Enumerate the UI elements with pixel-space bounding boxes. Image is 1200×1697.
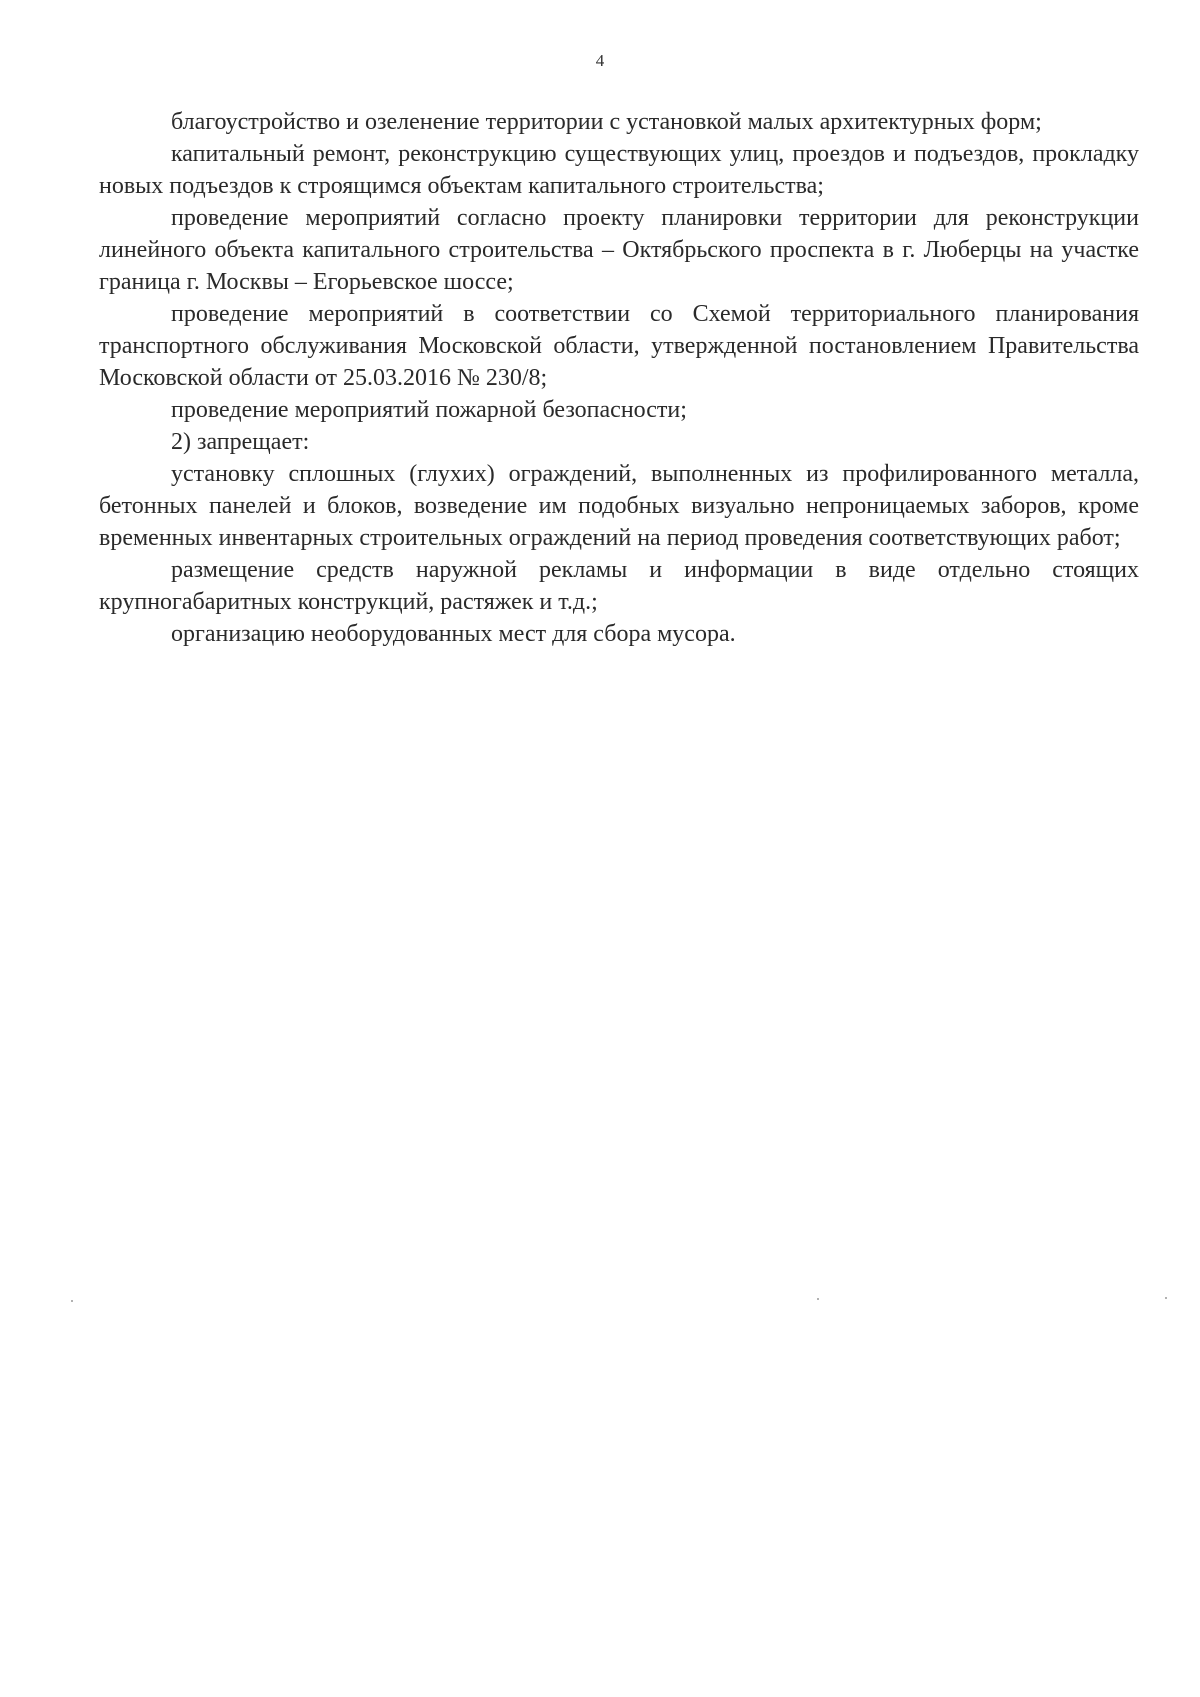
document-body [99,106,1139,650]
paragraph-outdoor-advertising: размещение средств наружной рекламы и информации в виде отдельно стоящих крупногабаритных конструкций, растяжек и т.д.; [99,557,1139,615]
paragraph-prohibits-heading: 2) запрещает: [171,429,310,455]
paragraph-transport-scheme: проведение мероприятий в соответствии со Схемой территориального планирования транспортного обслуживания Московской области, утвержденной постановлением Правительства Московской области от 25.03.2016 № 230/8; [99,301,1139,391]
paragraph-fire-safety: проведение мероприятий пожарной безопасности; [171,397,687,423]
paragraph-waste-sites: организацию необорудованных мест для сбора мусора. [171,621,736,647]
page-number: 4 [595,51,605,70]
paragraph-road-repair: капитальный ремонт, реконструкцию существующих улиц, проездов и подъездов, прокладку новых подъездов к строящимся объектам капитального строительства; [99,141,1139,199]
scan-speck [817,1298,819,1300]
scan-speck [71,1300,73,1302]
paragraph-landscaping: благоустройство и озеленение территории с установкой малых архитектурных форм; [171,109,1042,135]
scan-speck [1165,1297,1167,1299]
paragraph-solid-fences: установку сплошных (глухих) ограждений, выполненных из профилированного металла, бетонных панелей и блоков, возведение им подобных визуально непроницаемых заборов, кроме временных инвентарных строительных ограждений на период проведения соответствующих работ; [99,461,1139,551]
paragraph-planning-project: проведение мероприятий согласно проекту планировки территории для реконструкции линейного объекта капитального строительства – Октябрьского проспекта в г. Люберцы на участке граница г. Москвы – Егорьевское шоссе; [99,205,1139,295]
